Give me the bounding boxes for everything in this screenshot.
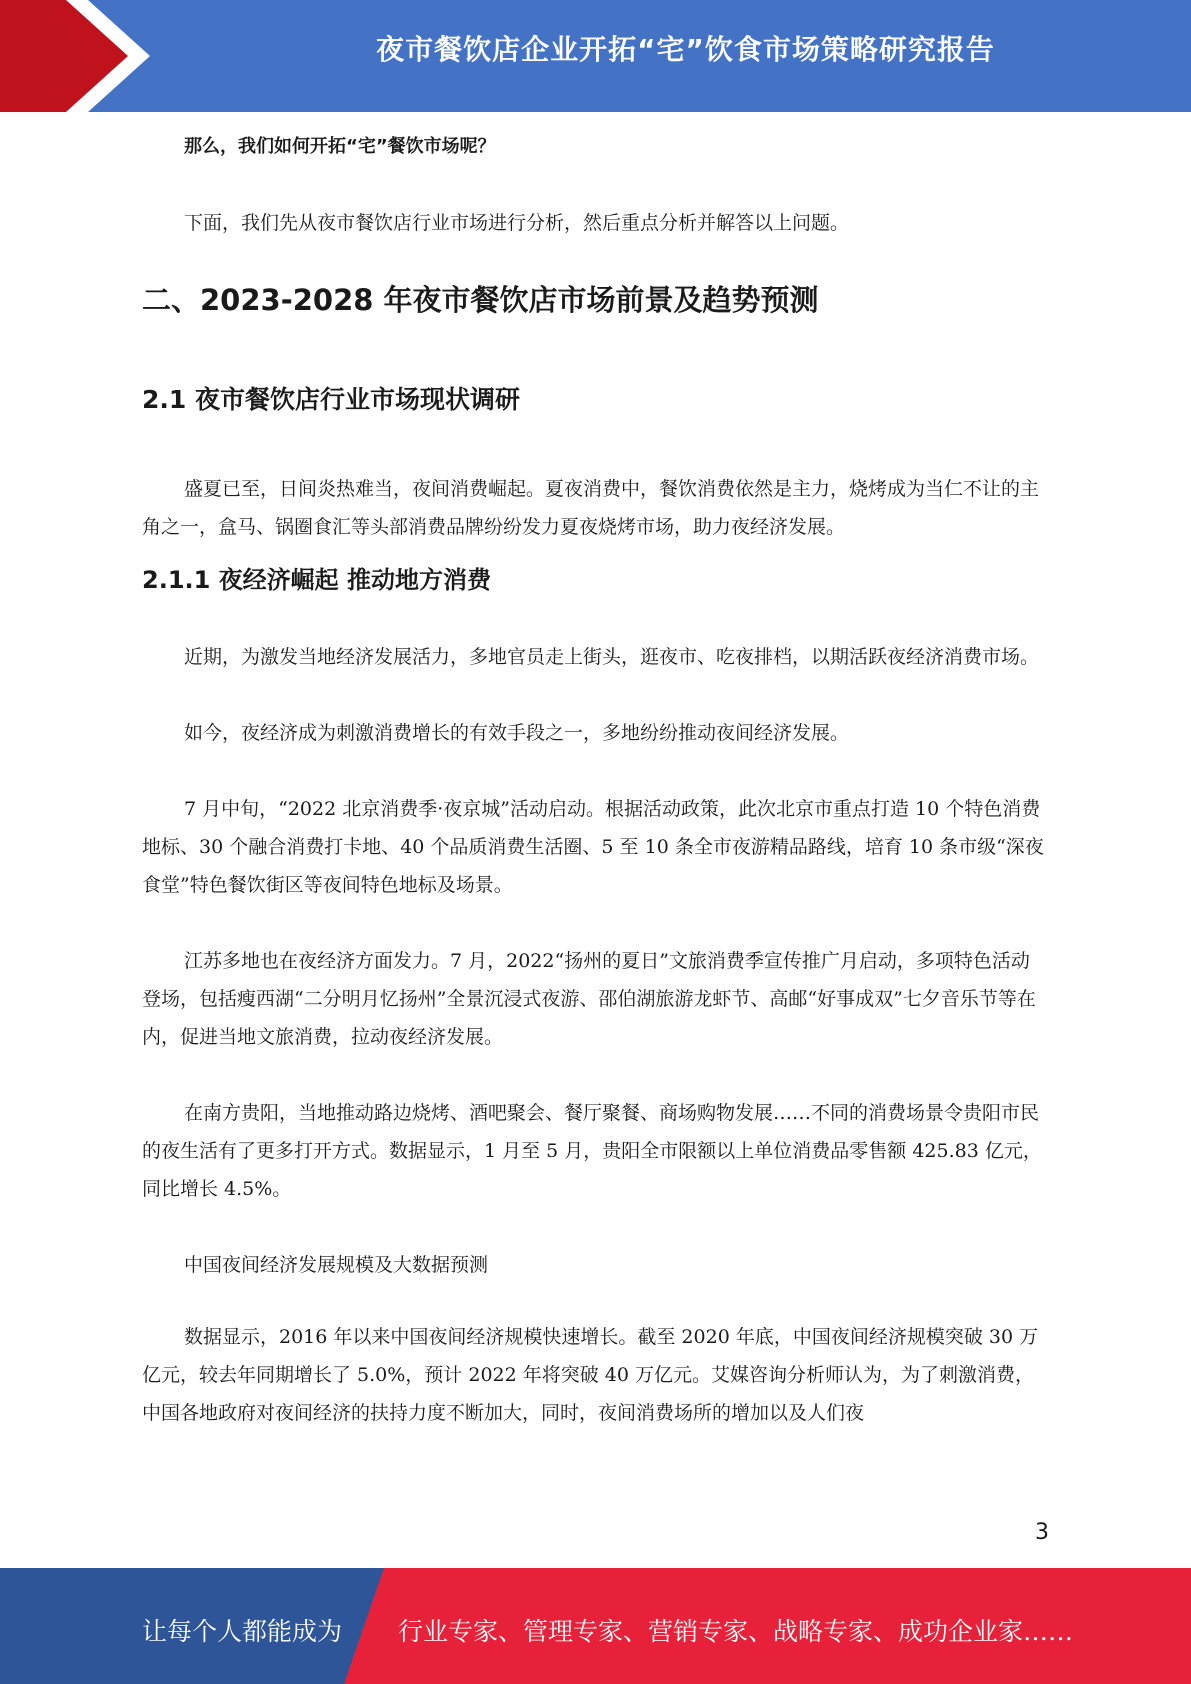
jiangsu-paragraph: 江苏多地也在夜经济方面发力。7 月，2022“扬州的夏日”文旅消费季宣传推广月启动，多项特色活动登场，包括瘦西湖“二分明月忆扬州”全景沉浸式夜游、邵伯湖旅游龙虾节、高邮“好事成双”七夕音乐节等在内，促进当地文旅消费，拉动夜经济发展。 <box>142 950 1036 1048</box>
recent-paragraph: 近期，为激发当地经济发展活力，多地官员走上街头，逛夜市、吃夜排档，以期活跃夜经济消费市场。 <box>184 646 1040 668</box>
footer-slogan-left: 让每个人都能成为 <box>142 1617 343 1646</box>
header-band <box>0 0 1191 112</box>
footer-band <box>0 1568 1191 1684</box>
question-paragraph: 那么，我们如何开拓“宅”餐饮市场呢？ <box>184 136 496 157</box>
now-paragraph: 如今，夜经济成为刺激消费增长的有效手段之一，多地纷纷推动夜间经济发展。 <box>184 722 850 744</box>
intro-paragraph: 下面，我们先从夜市餐饮店行业市场进行分析，然后重点分析并解答以上问题。 <box>184 212 850 234</box>
beijing-paragraph: 7 月中旬，“2022 北京消费季·夜京城”活动启动。根据活动政策，此次北京市重点打造 10 个特色消费地标、30 个融合消费打卡地、40 个品质消费生活圈、5 至 10 条全市夜游精品路线，培育 10 条市级“深夜食堂”特色餐饮街区等夜间特色地标及场景。 <box>142 798 1044 896</box>
summer-paragraph: 盛夏已至，日间炎热难当，夜间消费崛起。夏夜消费中，餐饮消费依然是主力，烧烤成为当仁不让的主角之一，盒马、锅圈食汇等头部消费品牌纷纷发力夏夜烧烤市场，助力夜经济发展。 <box>142 478 1040 538</box>
document-body <box>142 128 1046 1432</box>
section-2-heading: 二、2023-2028 年夜市餐饮店市场前景及趋势预测 <box>142 283 819 317</box>
section-2-1-1-heading: 2.1.1 夜经济崛起 推动地方消费 <box>142 566 492 594</box>
data-paragraph: 数据显示，2016 年以来中国夜间经济规模快速增长。截至 2020 年底，中国夜间经济规模突破 30 万亿元，较去年同期增长了 5.0%，预计 2022 年将突破 40 万亿元。艾媒咨询分析师认为，为了刺激消费，中国各地政府对夜间经济的扶持力度不断加大，同时，夜间消费场所的增加以及人们夜 <box>142 1326 1039 1424</box>
page-number: 3 <box>1035 1520 1049 1545</box>
guiyang-paragraph: 在南方贵阳，当地推动路边烧烤、酒吧聚会、餐厅聚餐、商场购物发展……不同的消费场景令贵阳市民的夜生活有了更多打开方式。数据显示，1 月至 5 月，贵阳全市限额以上单位消费品零售额 425.83 亿元，同比增长 4.5%。 <box>142 1102 1042 1200</box>
footer-slogan-right: 行业专家、管理专家、营销专家、战略专家、成功企业家…… <box>398 1617 1074 1646</box>
section-2-1-heading: 2.1 夜市餐饮店行业市场现状调研 <box>142 385 520 414</box>
chevron-arrow-icon <box>0 0 160 112</box>
report-title: 夜市餐饮店企业开拓“宅”饮食市场策略研究报告 <box>376 33 995 66</box>
figure-caption: 中国夜间经济发展规模及大数据预测 <box>184 1254 489 1276</box>
